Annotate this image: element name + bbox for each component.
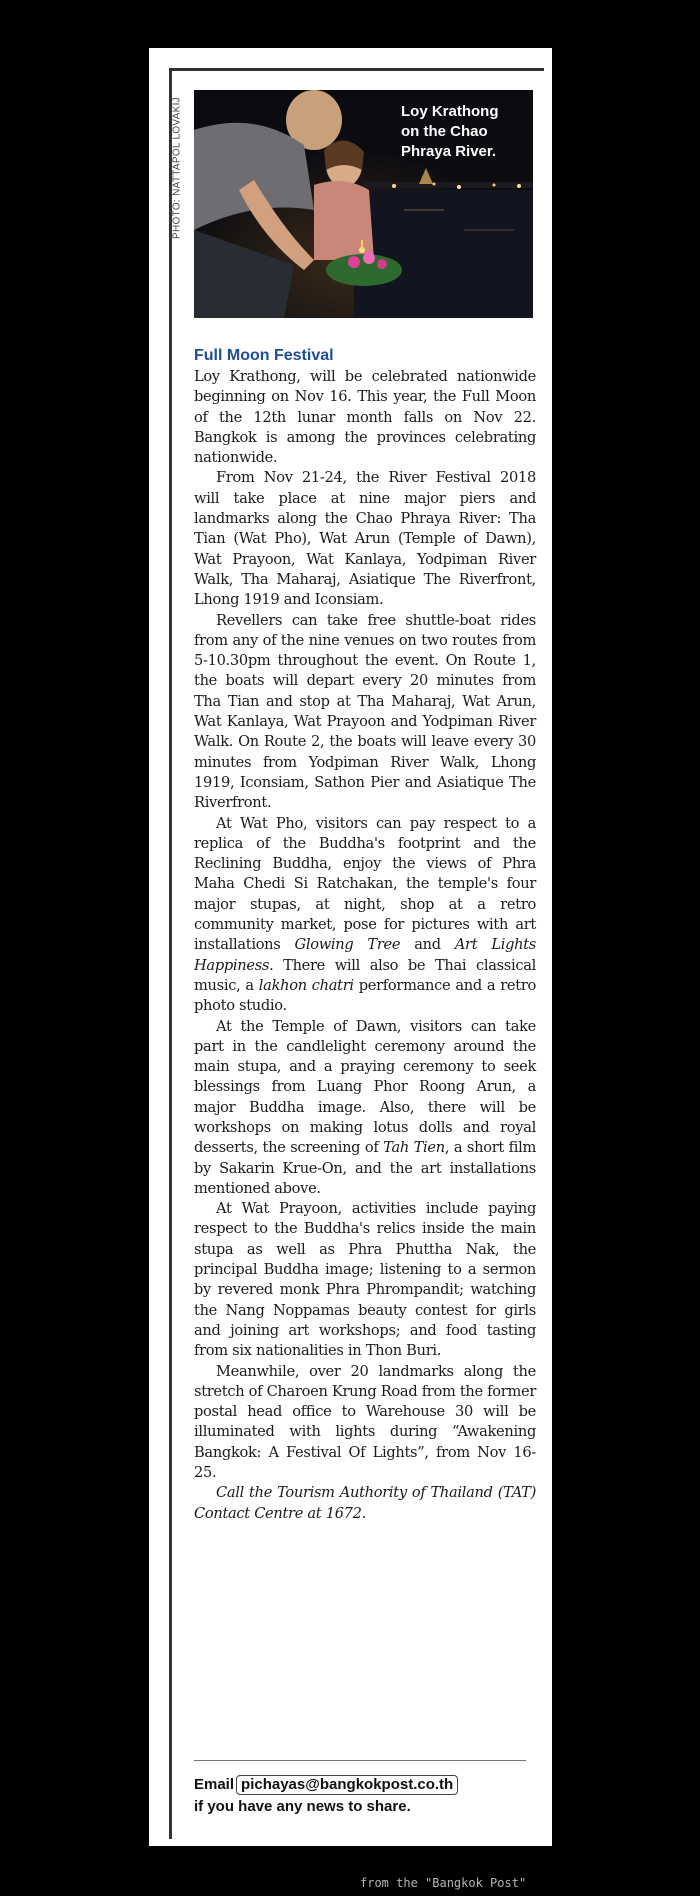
- paragraph-temple-of-dawn: [194, 1017, 536, 1200]
- photo-credit: PHOTO: NATTAPOL LOVAKIJ: [171, 97, 183, 239]
- newspaper-clipping: [149, 48, 552, 1846]
- wat-pho-text-3: . There will also be Thai classical music, a: [194, 956, 536, 994]
- dawn-text-1: At the Temple of Dawn, visitors can take part in the candlelight ceremony around the main stupa, and a praying ceremony to seek blessings from Luang Phor Roong Arun, a major Buddha image. Also, there will be workshops on making lotus dolls and royal desserts, the screening of: [194, 1017, 536, 1157]
- paragraph-river-festival: From Nov 21-24, the River Festival 2018 will take place at nine major piers and landmarks along the Chao Phraya River: Tha Tian (Wat Pho), Wat Arun (Temple of Dawn), Wat Prayoon, Wat Kanlaya, Yodpiman River Walk, Tha Maharaj, Asiatique The Riverfront, Lhong 1919 and Iconsiam.: [194, 469, 536, 609]
- contact-box: [194, 1774, 534, 1818]
- paragraph-wat-prayoon: At Wat Prayoon, activities include paying respect to the Buddha's relics inside the main stupa as well as Phra Phuttha Nak, the principal Buddha image; listening to a sermon by revered monk Phra Phrompandit; watching the Nang Noppamas beauty contest for girls and joining art workshops; and food tasting from six nationalities in Thon Buri.: [194, 1200, 536, 1360]
- tat-contact-note: Call the Tourism Authority of Thailand (TAT) Contact Centre at 1672.: [194, 1484, 536, 1522]
- article-heading: Full Moon Festival: [194, 347, 334, 364]
- wat-pho-text-1: At Wat Pho, visitors can pay respect to a replica of the Buddha's footprint and the Reclining Buddha, enjoy the views of Phra Maha Chedi Si Ratchakan, the temple's four major stupas, at night, shop at a retro community market, pose for pictures with art installations: [194, 814, 536, 954]
- photo-caption: Loy Krathong on the Chao Phraya River.: [401, 103, 499, 160]
- contact-tagline: if you have any news to share.: [194, 1798, 411, 1815]
- contact-divider: [194, 1760, 526, 1761]
- paragraph-intro: Loy Krathong, will be celebrated nationwide beginning on Nov 16. This year, the Full Moon of the 12th lunar month falls on Nov 22. Bangkok is among the provinces celebrating nationwide.: [194, 368, 536, 467]
- email-link[interactable]: pichayas@bangkokpost.co.th: [236, 1775, 458, 1795]
- art-installation-title-1: Glowing Tree: [294, 936, 401, 954]
- film-title: Tah Tien: [383, 1139, 445, 1157]
- paragraph-wat-pho: [194, 814, 536, 1017]
- paragraph-shuttle-boats: Revellers can take free shuttle-boat rides from any of the nine venues on two routes from 5-10.30pm throughout the event. On Route 1, the boats will depart every 20 minutes from Tha Tian and stop at Tha Maharaj, Wat Arun, Wat Kanlaya, Wat Prayoon and Yodpiman River Walk. On Route 2, the boats will leave every 30 minutes from Yodpiman River Walk, Lhong 1919, Iconsiam, Sathon Pier and Asiatique The Riverfront.: [194, 611, 536, 812]
- paragraph-charoen-krung: Meanwhile, over 20 landmarks along the stretch of Charoen Krung Road from the former postal head office to Warehouse 30 will be illuminated with lights during “Awakening Bangkok: A Festival Of Lights”, from Nov 16-25.: [194, 1362, 536, 1482]
- art-installation-title-2: Art Lights Happiness: [194, 936, 536, 974]
- source-note: from the "Bangkok Post": [360, 1876, 527, 1890]
- email-label: Email: [194, 1776, 235, 1793]
- wat-pho-text-2: and: [400, 936, 455, 954]
- lakhon-chatri-term: lakhon chatri: [258, 976, 354, 994]
- dawn-text-2: , a short film by Sakarin Krue-On, and the art installations mentioned above.: [194, 1139, 536, 1197]
- festival-photo: [194, 90, 533, 318]
- wat-pho-text-4: performance and a retro photo studio.: [194, 976, 536, 1015]
- article-body: [194, 346, 536, 1524]
